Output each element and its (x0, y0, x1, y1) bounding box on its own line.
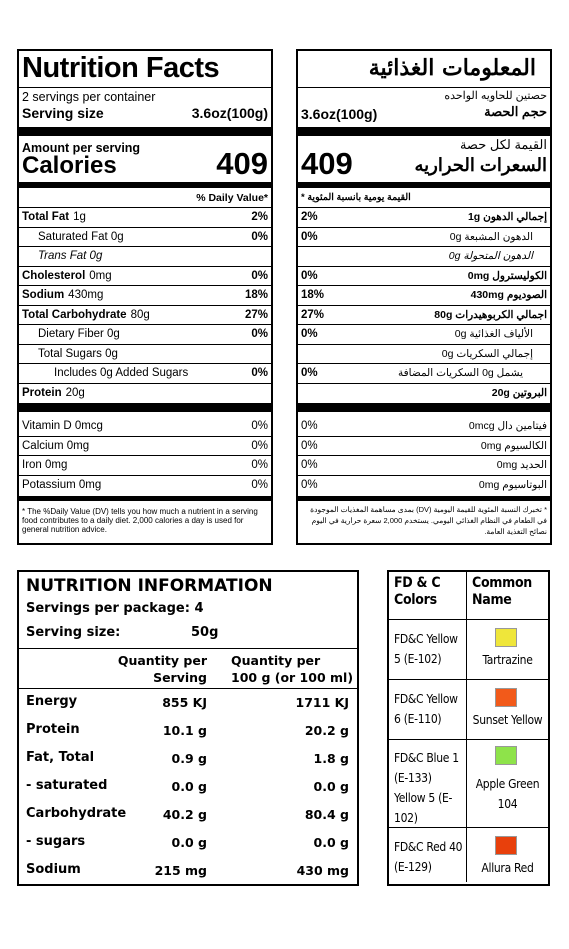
arabic-vitamin-daily-value: 0% (301, 478, 318, 491)
servings-per-container: 2 servings per container (22, 90, 156, 104)
arabic-nutrient-daily-value: 2% (301, 211, 318, 223)
medium-bar (19, 182, 271, 188)
ni-row-label: Protein (26, 722, 80, 737)
fdc-color-cell (389, 828, 467, 882)
medium-bar (19, 496, 271, 501)
arabic-nutrient-daily-value: 0% (301, 328, 318, 340)
vitamin-label: Vitamin D 0mcg (22, 420, 103, 432)
nutrient-row (19, 208, 271, 228)
arabic-title: المعلومات الغذائية (368, 55, 536, 81)
fdc-common-name: Tartrazine (482, 653, 533, 667)
nutrient-amount: 1g (73, 211, 86, 223)
nutrient-name: Sodium (22, 289, 65, 301)
arabic-vitamin-row (298, 476, 550, 496)
ni-per-serving: 855 KJ (162, 695, 207, 710)
nutrient-amount: 80g (130, 308, 150, 321)
nutrient-label (38, 228, 124, 247)
ni-per-100: 0.0 g (313, 779, 349, 794)
nutrient-daily-value: 0% (251, 328, 268, 340)
serving-size-label: Serving size (22, 105, 104, 121)
arabic-nutrient-label: الألياف الغذائية 0g (454, 328, 533, 340)
nutrient-label (38, 345, 118, 364)
ni-serving-size-label: Serving size: (26, 625, 121, 640)
divider (298, 87, 550, 88)
ni-row (19, 773, 357, 801)
nutrient-row (19, 325, 271, 345)
arabic-vitamin-label: البوتاسيوم 0mg (478, 478, 547, 491)
ni-col2-header-line2: 100 g (or 100 ml) (231, 670, 354, 685)
vitamin-daily-value: 0% (251, 420, 268, 432)
fdc-name-cell (467, 620, 548, 680)
nutrient-name: Total Carbohydrate (22, 308, 127, 321)
ni-per-serving: 0.9 g (171, 751, 207, 766)
ni-col1-header-line1: Quantity per (117, 653, 207, 668)
fdc-header-colors-text: FD & C Colors (394, 575, 441, 608)
nutrient-name: Dietary Fiber 0g (38, 328, 120, 340)
nutrient-row (19, 306, 271, 326)
nutrient-row (19, 228, 271, 248)
ni-per-serving: 10.1 g (162, 723, 207, 738)
ni-serving-size-value: 50g (191, 625, 219, 640)
fdc-color-swatch (495, 746, 517, 765)
fdc-color-label: FD&C Yellow 5 (E-102) (394, 632, 458, 666)
arabic-nutrient-daily-value: 27% (301, 308, 325, 321)
nutrient-row (19, 384, 271, 404)
fdc-header-common-name (467, 572, 548, 620)
arabic-nutrient-row (298, 306, 550, 326)
vitamin-label: Calcium 0mg (22, 439, 90, 452)
fdc-color-swatch (495, 628, 517, 647)
nutrient-label (38, 247, 102, 266)
vitamin-row (19, 476, 271, 496)
thick-bar (298, 403, 550, 412)
vitamin-daily-value: 0% (251, 459, 268, 471)
fdc-color-table (387, 570, 550, 886)
nutrient-daily-value: 18% (244, 289, 268, 301)
ni-per-100: 80.4 g (304, 807, 349, 822)
nutrition-facts-panel-english (17, 49, 273, 545)
arabic-nutrient-label: البروتين 20g (491, 386, 547, 399)
ni-per-serving: 40.2 g (162, 807, 207, 822)
ni-row (19, 801, 357, 829)
ni-title: NUTRITION INFORMATION (26, 576, 273, 596)
fdc-color-cell (389, 680, 467, 740)
ni-per-100: 1.8 g (313, 751, 349, 766)
arabic-nutrient-row (298, 384, 550, 404)
nutrient-row (19, 345, 271, 365)
thick-bar (19, 127, 271, 136)
divider (19, 648, 357, 649)
nutrient-label (22, 208, 86, 227)
nutrient-daily-value: 27% (244, 308, 268, 321)
nutrient-daily-value: 0% (251, 367, 268, 379)
nutrient-name: Trans Fat 0g (38, 250, 103, 262)
nutrient-amount: 0mg (89, 269, 112, 282)
nutrient-row (19, 267, 271, 287)
ni-per-100: 1711 KJ (295, 695, 349, 710)
fdc-common-name: Apple Green 104 (475, 777, 540, 811)
ni-per-serving: 0.0 g (171, 779, 207, 794)
fdc-color-label: FD&C Blue 1 (E-133) Yellow 5 (E-102) (394, 751, 459, 825)
arabic-nutrient-row (298, 345, 550, 365)
vitamin-label: Potassium 0mg (22, 478, 102, 491)
nutrient-amount: 430mg (68, 289, 104, 301)
ni-per-serving: 0.0 g (171, 835, 207, 850)
ni-col1-header-line2: Serving (153, 670, 207, 685)
arabic-nutrient-daily-value: 18% (301, 289, 325, 301)
ni-per-100: 20.2 g (304, 723, 349, 738)
arabic-vitamin-label: الكالسيوم 0mg (480, 439, 547, 452)
vitamin-row (19, 456, 271, 476)
fdc-name-cell (467, 740, 548, 828)
arabic-nutrient-label: إجمالي السكريات 0g (441, 347, 533, 360)
arabic-servings-per-container: حصتين للحاويه الواحده (444, 90, 547, 102)
thick-bar (298, 127, 550, 136)
fdc-color-label: FD&C Yellow 6 (E-110) (394, 692, 458, 726)
nutrient-row (19, 364, 271, 384)
nutrient-label (38, 325, 120, 344)
medium-bar (298, 496, 550, 501)
medium-bar (298, 182, 550, 188)
arabic-vitamin-row (298, 437, 550, 457)
ni-row-label: Fat, Total (26, 750, 95, 765)
arabic-nutrient-daily-value: 0% (301, 230, 318, 243)
ni-row (19, 829, 357, 857)
nutrient-amount: 20g (65, 386, 85, 399)
nutrient-name: Total Fat (22, 211, 70, 223)
ni-row (19, 745, 357, 773)
daily-value-header: % Daily Value* (196, 192, 268, 204)
arabic-nutrient-label: إجمالي الدهون 1g (467, 211, 547, 223)
ni-row-label: Energy (26, 694, 78, 709)
nutrient-label (54, 364, 188, 383)
arabic-vitamin-row (298, 417, 550, 437)
fdc-color-swatch (495, 688, 517, 707)
ni-row (19, 717, 357, 745)
fdc-name-cell (467, 680, 548, 740)
divider (19, 87, 271, 88)
serving-size-value: 3.6oz(100g) (191, 105, 268, 121)
arabic-vitamin-row (298, 456, 550, 476)
nutrient-name: Cholesterol (22, 269, 86, 282)
ni-per-serving: 215 mg (154, 863, 207, 878)
arabic-calories-label: السعرات الحراريه (414, 155, 547, 175)
arabic-serving-size-value: 3.6oz(100g) (301, 106, 378, 122)
nutrient-daily-value: 0% (251, 269, 268, 282)
nutrient-label (22, 286, 103, 305)
arabic-vitamin-label: فيتامين دال 0mcg (468, 420, 547, 432)
fdc-common-name: Sunset Yellow (472, 713, 543, 727)
nutrient-daily-value: 0% (251, 230, 268, 243)
arabic-nutrient-row (298, 247, 550, 267)
nutrient-row (19, 247, 271, 267)
fdc-header-colors (389, 572, 467, 620)
arabic-nutrient-list (298, 208, 550, 403)
fdc-color-cell (389, 740, 467, 828)
arabic-nutrient-label: اجمالي الكربوهيدرات 80g (434, 308, 547, 321)
arabic-daily-value-header: القيمة يومية بانسبة المئوية * (301, 192, 411, 203)
arabic-nutrient-row (298, 228, 550, 248)
arabic-nutrient-row (298, 325, 550, 345)
fdc-color-swatch (495, 836, 517, 855)
fdc-header-common-name-text: Common Name (472, 575, 532, 608)
ni-row (19, 857, 357, 885)
amount-per-serving: Amount per serving (22, 141, 141, 155)
arabic-vitamin-label: الحديد 0mg (496, 459, 547, 471)
arabic-nutrient-row (298, 208, 550, 228)
ni-nutrient-table (19, 689, 357, 885)
ni-row-label: Sodium (26, 862, 81, 877)
vitamin-row (19, 417, 271, 437)
arabic-nutrient-label: الدهون المشبعة 0g (449, 230, 533, 243)
vitamin-label: Iron 0mg (22, 459, 68, 471)
ni-row-label: - sugars (26, 834, 86, 849)
vitamin-list (19, 417, 271, 495)
ni-per-100: 0.0 g (313, 835, 349, 850)
nutrient-label (22, 384, 85, 403)
nutrient-label (22, 306, 150, 325)
arabic-nutrient-label: يشمل 0g السكريات المضافة (398, 367, 523, 379)
arabic-vitamin-daily-value: 0% (301, 439, 318, 452)
ni-col2-header-line1: Quantity per (231, 653, 321, 668)
vitamin-daily-value: 0% (251, 478, 268, 491)
arabic-vitamin-daily-value: 0% (301, 420, 318, 432)
arabic-nutrient-label: الكوليسترول 0mg (467, 269, 547, 282)
calories-value: 409 (216, 146, 268, 181)
arabic-nutrient-row (298, 286, 550, 306)
vitamin-row (19, 437, 271, 457)
ni-servings-per-package: Servings per package: 4 (26, 601, 204, 616)
fdc-color-label: FD&C Red 40 (E-129) (394, 840, 463, 874)
arabic-serving-size-label: حجم الحصة (484, 104, 547, 119)
nutrient-name: Saturated Fat 0g (38, 230, 124, 243)
nutrition-facts-panel-arabic (296, 49, 552, 545)
ni-per-100: 430 mg (296, 863, 349, 878)
fdc-common-name: Allura Red (481, 861, 534, 875)
nutrition-information-panel (17, 570, 359, 886)
arabic-nutrient-label: الدهون المتحولة 0g (448, 250, 533, 262)
vitamin-daily-value: 0% (251, 439, 268, 452)
nutrient-row (19, 286, 271, 306)
nutrient-list (19, 208, 271, 403)
nutrition-facts-title: Nutrition Facts (22, 52, 220, 84)
arabic-nutrient-daily-value: 0% (301, 269, 318, 282)
arabic-amount-per-serving: القيمة لكل حصة (459, 137, 547, 152)
arabic-vitamin-list (298, 417, 550, 495)
arabic-nutrient-label: الصوديوم 430mg (470, 289, 547, 301)
nutrient-daily-value: 2% (251, 211, 268, 223)
arabic-vitamin-daily-value: 0% (301, 459, 318, 471)
arabic-nutrient-row (298, 267, 550, 287)
arabic-nutrient-row (298, 364, 550, 384)
arabic-footnote: * تخبرك النسبة المئوية للقيمة اليومية (DV) بمدى مساهمة المغذيات الموجودة في الطعام في النظام الغذائي اليومي. يستخدم 2,000 سعرة حرارية في اليوم نصائح التغذية العامة. (310, 505, 547, 536)
ni-row-label: - saturated (26, 778, 108, 793)
footnote: * The %Daily Value (DV) tells you how much a nutrient in a serving food contributes to a daily diet. 2,000 calories a day is used for general nutrition advice. (22, 507, 258, 534)
fdc-color-cell (389, 620, 467, 680)
fdc-name-cell (467, 828, 548, 882)
ni-row-label: Carbohydrate (26, 806, 127, 821)
nutrient-label (22, 267, 112, 286)
thick-bar (19, 403, 271, 412)
nutrient-name: Includes 0g Added Sugars (54, 367, 189, 379)
nutrient-name: Total Sugars 0g (38, 347, 118, 360)
arabic-calories-value: 409 (301, 146, 353, 181)
ni-row (19, 689, 357, 717)
nutrient-name: Protein (22, 386, 62, 399)
arabic-nutrient-daily-value: 0% (301, 367, 318, 379)
calories-label: Calories (22, 152, 117, 179)
